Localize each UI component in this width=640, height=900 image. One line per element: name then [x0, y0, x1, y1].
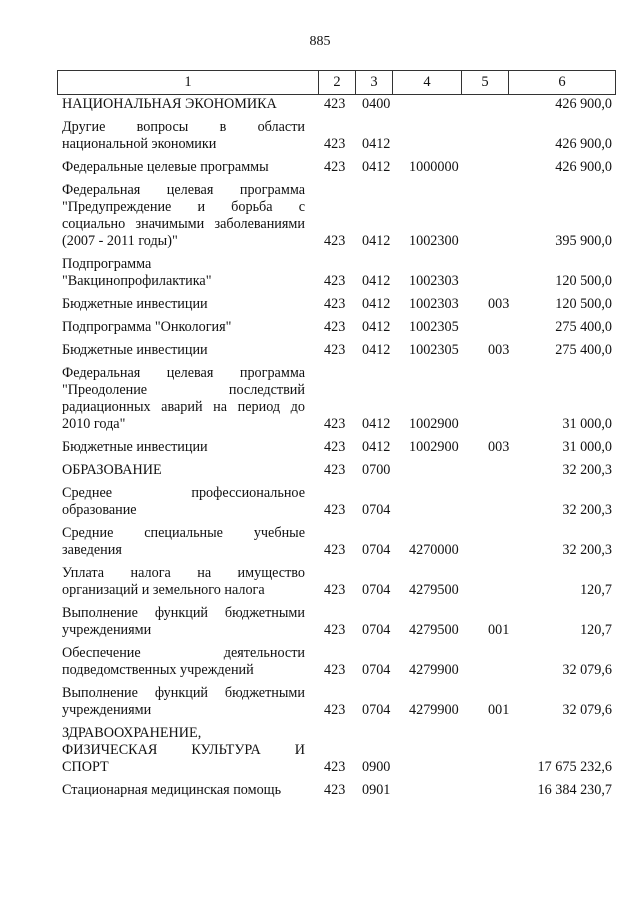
row-name	[57, 565, 305, 599]
row-name-line: ОБРАЗОВАНИЕ	[62, 462, 162, 478]
row-name-line: Средние специальные учебные	[62, 525, 305, 541]
amount: 426 900,0	[555, 136, 612, 152]
amount: 120,7	[580, 622, 612, 638]
amount: 275 400,0	[555, 319, 612, 335]
section-code: 0704	[362, 702, 391, 718]
section-code: 0412	[362, 342, 391, 358]
header-col-4: 4	[393, 71, 462, 95]
row-name-line: ЗДРАВООХРАНЕНИЕ,	[62, 725, 202, 741]
row-name-line: "Предупреждение и борьба с	[62, 199, 305, 215]
row-name	[57, 296, 305, 313]
header-col-5: 5	[462, 71, 509, 95]
row-name-line: учреждениями	[62, 702, 152, 718]
row-name-line: НАЦИОНАЛЬНАЯ ЭКОНОМИКА	[62, 96, 277, 112]
row-name-line: (2007 - 2011 годы)"	[62, 233, 178, 249]
section-code: 0901	[362, 782, 391, 798]
admin-code: 423	[324, 542, 346, 558]
section-code: 0412	[362, 233, 391, 249]
table-row	[57, 782, 617, 799]
amount: 426 900,0	[555, 96, 612, 112]
admin-code: 423	[324, 702, 346, 718]
row-name-line: Бюджетные инвестиции	[62, 296, 208, 312]
row-name-line: ФИЗИЧЕСКАЯ КУЛЬТУРА И	[62, 742, 305, 758]
expense-type-code: 001	[488, 622, 510, 638]
table-row	[57, 565, 617, 599]
row-name-line: Другие вопросы в области	[62, 119, 305, 135]
amount: 395 900,0	[555, 233, 612, 249]
target-article-code: 1002303	[409, 296, 459, 312]
target-article-code: 4270000	[409, 542, 459, 558]
amount: 31 000,0	[562, 439, 612, 455]
row-name-line: "Преодоление последствий	[62, 382, 305, 398]
row-name-line: Бюджетные инвестиции	[62, 439, 208, 455]
row-name	[57, 782, 305, 799]
table-row	[57, 485, 617, 519]
section-code: 0412	[362, 296, 391, 312]
row-name-line: Среднее профессиональное	[62, 485, 305, 501]
section-code: 0704	[362, 662, 391, 678]
section-code: 0704	[362, 582, 391, 598]
admin-code: 423	[324, 319, 346, 335]
row-name	[57, 725, 305, 776]
table-row	[57, 96, 617, 113]
row-name	[57, 256, 305, 290]
row-name	[57, 342, 305, 359]
target-article-code: 1000000	[409, 159, 459, 175]
row-name-line: Выполнение функций бюджетными	[62, 605, 305, 621]
table-row	[57, 256, 617, 290]
row-name-line: заведения	[62, 542, 122, 558]
table-row	[57, 342, 617, 359]
amount: 16 384 230,7	[537, 782, 612, 798]
row-name	[57, 685, 305, 719]
header-col-1: 1	[58, 71, 319, 95]
table-row	[57, 645, 617, 679]
admin-code: 423	[324, 342, 346, 358]
admin-code: 423	[324, 136, 346, 152]
section-code: 0412	[362, 273, 391, 289]
row-name-line: Уплата налога на имущество	[62, 565, 305, 581]
target-article-code: 4279500	[409, 582, 459, 598]
target-article-code: 4279900	[409, 662, 459, 678]
admin-code: 423	[324, 662, 346, 678]
target-article-code: 1002300	[409, 233, 459, 249]
row-name	[57, 182, 305, 250]
row-name	[57, 462, 305, 479]
target-article-code: 1002303	[409, 273, 459, 289]
section-code: 0412	[362, 159, 391, 175]
row-name	[57, 119, 305, 153]
table-row	[57, 182, 617, 250]
budget-table-body	[57, 96, 617, 805]
row-name-line: образование	[62, 502, 137, 518]
expense-type-code: 003	[488, 296, 510, 312]
admin-code: 423	[324, 582, 346, 598]
amount: 275 400,0	[555, 342, 612, 358]
target-article-code: 1002900	[409, 416, 459, 432]
row-name	[57, 439, 305, 456]
section-code: 0704	[362, 542, 391, 558]
page-number: 885	[309, 34, 331, 49]
row-name-line: учреждениями	[62, 622, 152, 638]
expense-type-code: 003	[488, 342, 510, 358]
row-name-line: Выполнение функций бюджетными	[62, 685, 305, 701]
row-name	[57, 96, 305, 113]
admin-code: 423	[324, 502, 346, 518]
row-name-line: Федеральные целевые программы	[62, 159, 269, 175]
table-row	[57, 319, 617, 336]
amount: 32 200,3	[562, 542, 612, 558]
row-name-line: Стационарная медицинская помощь	[62, 782, 282, 798]
row-name-line: Обеспечение деятельности	[62, 645, 305, 661]
row-name-line: Федеральная целевая программа	[62, 182, 305, 198]
admin-code: 423	[324, 622, 346, 638]
amount: 32 079,6	[562, 702, 612, 718]
header-col-6: 6	[509, 71, 616, 95]
target-article-code: 1002305	[409, 342, 459, 358]
row-name-line: Федеральная целевая программа	[62, 365, 305, 381]
target-article-code: 4279900	[409, 702, 459, 718]
row-name	[57, 525, 305, 559]
row-name-line: социально значимыми заболеваниями	[62, 216, 305, 232]
target-article-code: 1002305	[409, 319, 459, 335]
row-name	[57, 365, 305, 433]
admin-code: 423	[324, 96, 346, 112]
row-name-line: национальной экономики	[62, 136, 217, 152]
table-row	[57, 119, 617, 153]
admin-code: 423	[324, 416, 346, 432]
row-name	[57, 645, 305, 679]
expense-type-code: 001	[488, 702, 510, 718]
table-row	[57, 685, 617, 719]
section-code: 0700	[362, 462, 391, 478]
section-code: 0704	[362, 502, 391, 518]
amount: 32 200,3	[562, 502, 612, 518]
table-header	[57, 70, 616, 95]
target-article-code: 1002900	[409, 439, 459, 455]
admin-code: 423	[324, 273, 346, 289]
section-code: 0412	[362, 416, 391, 432]
section-code: 0400	[362, 96, 391, 112]
amount: 17 675 232,6	[537, 759, 612, 775]
row-name	[57, 159, 305, 176]
admin-code: 423	[324, 782, 346, 798]
row-name	[57, 319, 305, 336]
amount: 120,7	[580, 582, 612, 598]
admin-code: 423	[324, 439, 346, 455]
header-col-2: 2	[319, 71, 356, 95]
expense-type-code: 003	[488, 439, 510, 455]
target-article-code: 4279500	[409, 622, 459, 638]
amount: 120 500,0	[555, 273, 612, 289]
admin-code: 423	[324, 296, 346, 312]
row-name-line: Подпрограмма	[62, 256, 152, 272]
table-row	[57, 605, 617, 639]
amount: 120 500,0	[555, 296, 612, 312]
section-code: 0900	[362, 759, 391, 775]
table-row	[57, 439, 617, 456]
row-name-line: "Вакцинопрофилактика"	[62, 273, 212, 289]
row-name-line: подведомственных учреждений	[62, 662, 254, 678]
table-row	[57, 725, 617, 776]
section-code: 0704	[362, 622, 391, 638]
row-name	[57, 605, 305, 639]
table-row	[57, 525, 617, 559]
section-code: 0412	[362, 136, 391, 152]
admin-code: 423	[324, 233, 346, 249]
amount: 31 000,0	[562, 416, 612, 432]
section-code: 0412	[362, 439, 391, 455]
amount: 32 200,3	[562, 462, 612, 478]
row-name	[57, 485, 305, 519]
row-name-line: Бюджетные инвестиции	[62, 342, 208, 358]
admin-code: 423	[324, 462, 346, 478]
row-name-line: 2010 года"	[62, 416, 126, 432]
amount: 426 900,0	[555, 159, 612, 175]
row-name-line: радиационных аварий на период до	[62, 399, 305, 415]
row-name-line: СПОРТ	[62, 759, 109, 775]
header-col-3: 3	[356, 71, 393, 95]
admin-code: 423	[324, 159, 346, 175]
table-row	[57, 462, 617, 479]
table-row	[57, 365, 617, 433]
amount: 32 079,6	[562, 662, 612, 678]
table-row	[57, 296, 617, 313]
row-name-line: организаций и земельного налога	[62, 582, 265, 598]
admin-code: 423	[324, 759, 346, 775]
row-name-line: Подпрограмма "Онкология"	[62, 319, 232, 335]
table-row	[57, 159, 617, 176]
section-code: 0412	[362, 319, 391, 335]
